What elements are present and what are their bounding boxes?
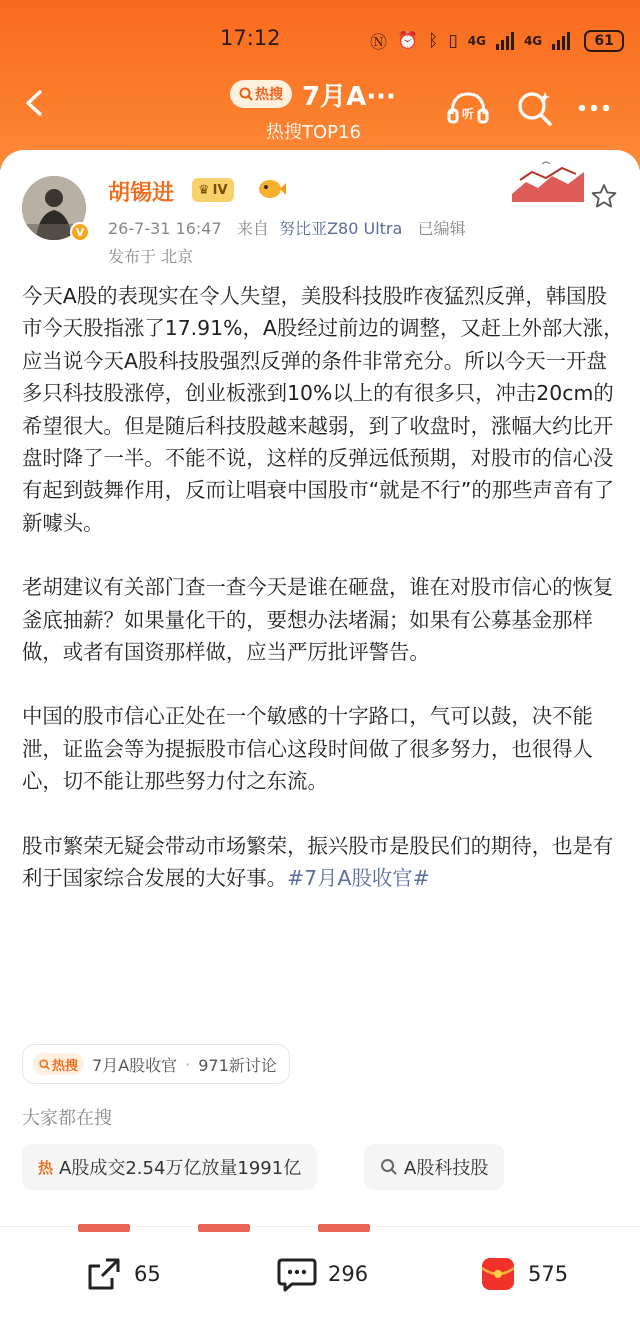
post-paragraph-2: 老胡建议有关部门查一查今天是谁在砸盘，谁在对股市信心的恢复釜底抽薪？如果量化干的，要想办法堵漏；如果有公募基金那样做，或者有国资那样做，应当严厉批评警告。 (22, 575, 614, 665)
peek-block (78, 1224, 130, 1232)
post-paragraph-4-text: 股市繁荣无疑会带动市场繁荣，振兴股市是股民们的期待，也是有利于国家综合发展的大好事。 (22, 833, 614, 891)
back-arrow-icon[interactable] (22, 90, 48, 116)
vip-level-label: IV (212, 182, 228, 198)
alarm-icon: ⏰ (397, 30, 419, 51)
search-icon (39, 1059, 50, 1070)
edited-label[interactable]: 已编辑 (417, 219, 466, 238)
crown-icon: ♛ (198, 182, 210, 198)
svg-text:听: 听 (461, 107, 475, 121)
hot-pill-label: 热搜 (255, 87, 283, 103)
nav-title-group[interactable] (230, 76, 410, 146)
nav-title: 7月A··· (302, 82, 396, 112)
post-meta (108, 216, 466, 239)
topic-separator: · (185, 1054, 191, 1074)
related-search-item-1[interactable] (22, 1144, 317, 1190)
hashtag-link[interactable]: #7月A股收官# (287, 866, 430, 891)
post-date: 26-7-31 16:47 (108, 219, 222, 238)
share-icon (84, 1254, 124, 1294)
post-paragraph-4 (22, 830, 626, 895)
post-body (22, 280, 626, 927)
source-prefix: 来自 (236, 219, 269, 238)
vibrate-icon: ▯ (448, 30, 458, 51)
device-link[interactable]: 努比亚Z80 Ultra (279, 219, 403, 238)
topic-discussions: 971新讨论 (198, 1055, 277, 1075)
peek-block (198, 1224, 250, 1232)
topic-chip[interactable] (22, 1044, 290, 1084)
related-search-label-2: A股科技股 (404, 1158, 489, 1179)
verified-badge-icon: V (70, 222, 90, 242)
topic-name: 7月A股收官 (92, 1055, 178, 1075)
bottom-action-bar (0, 1236, 640, 1320)
more-icon[interactable] (574, 88, 614, 128)
comment-button[interactable] (276, 1254, 368, 1294)
post-paragraph-3: 中国的股市信心正处在一个敏感的十字路口，气可以鼓，决不能泄，证监会等为提振股市信心这段时间做了很多努力，也很得人心，切不能让那些努力付之东流。 (22, 704, 593, 794)
red-envelope-like-icon (478, 1254, 518, 1294)
nfc-icon: Ⓝ (370, 33, 387, 53)
nav-subtitle: 热搜TOP16 (266, 122, 361, 143)
search-sparkle-icon[interactable] (514, 88, 554, 128)
author-name[interactable]: 胡锡进 (108, 181, 175, 206)
favorite-star-icon[interactable] (590, 182, 618, 210)
search-icon (380, 1158, 398, 1176)
listen-icon[interactable] (446, 88, 490, 128)
related-search-label-1: A股成交2.54万亿放量1991亿 (59, 1158, 302, 1179)
like-count: 575 (528, 1262, 569, 1286)
great-wall-decoration-icon (512, 158, 584, 202)
signal-icon (496, 32, 514, 50)
topic-hot-label: 热搜 (52, 1058, 79, 1074)
vip-level-badge (192, 178, 234, 202)
comment-icon (276, 1254, 318, 1294)
signal-icon-2 (552, 32, 570, 50)
status-icons (370, 28, 624, 53)
status-bar (0, 22, 640, 56)
status-time: 17:12 (220, 26, 281, 50)
search-icon (239, 87, 253, 101)
bluetooth-icon: ᛒ (428, 30, 439, 51)
share-count: 65 (134, 1262, 161, 1286)
hot-search-pill (230, 80, 292, 108)
like-button[interactable] (478, 1254, 568, 1294)
related-section-label: 大家都在搜 (22, 1108, 112, 1129)
post-location: 发布于 北京 (108, 247, 194, 266)
share-button[interactable] (84, 1254, 161, 1294)
network-label-2: 4G (523, 33, 543, 48)
network-label-1: 4G (467, 33, 486, 48)
comment-count: 296 (328, 1262, 369, 1286)
post-paragraph-1: 今天A股的表现实在令人失望，美股科技股昨夜猛烈反弹，韩国股市今天股指涨了17.91%，A股经过前边的调整，又赶上外部大涨，应当说今天A股科技股强烈反弹的条件非常充分。所以今天一开盘多只科技股涨停，创业板涨到10%以上的有很多只，冲击20cm的希望很大。但是随后科技股越来越弱，到了收盘时，涨幅大约比开盘时降了一半。不能不说，这样的反弹远低预期，对股市的信心没有起到鼓舞作用，反而让唱衰中国股市“就是不行”的那些声音有了新噱头。 (22, 284, 624, 535)
related-search-item-2[interactable] (364, 1144, 504, 1190)
peek-block (318, 1224, 370, 1232)
hot-icon: 热 (38, 1158, 54, 1177)
fish-badge-icon (256, 176, 286, 202)
topic-hot-badge (33, 1053, 84, 1075)
battery-icon: 61 (584, 30, 624, 52)
